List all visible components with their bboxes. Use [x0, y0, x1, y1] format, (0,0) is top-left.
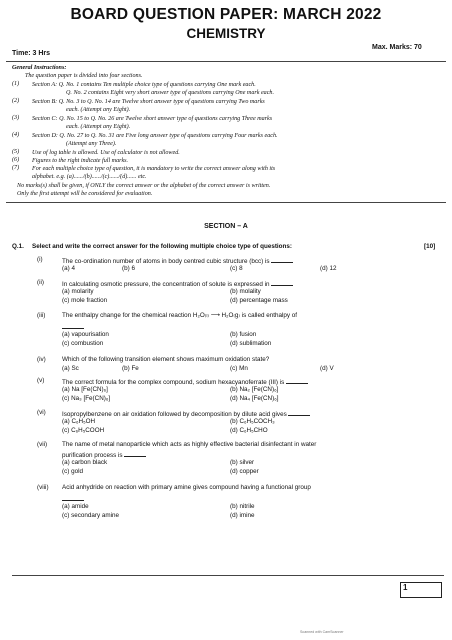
instruction-footer: No marks(s) shall be given, if ONLY the correct answer or the alphabet of the correct answer is written.: [17, 183, 271, 189]
answer-option: (d) imine: [230, 512, 255, 519]
answer-option: (b) Na₂ [Fe(CN)₆]: [230, 386, 279, 393]
sub-question-text: Acid anhydride on reaction with primary amine gives compound having a functional group: [62, 484, 311, 491]
answer-option: (a) Na [Fe(CN)₆]: [62, 386, 108, 393]
answer-option: (a) amide: [62, 503, 89, 510]
answer-option: (c) 8: [230, 265, 243, 272]
answer-option: (c) combustion: [62, 340, 104, 347]
max-marks-label: Max. Marks: 70: [372, 44, 422, 51]
question-marks: [10]: [424, 243, 436, 250]
sub-question-text: The correct formula for the complex compound, sodium hexacyanoferrate (III) is: [62, 377, 308, 387]
sub-question-text: Which of the following transition element shows maximum oxidation state?: [62, 356, 270, 363]
sub-question-number: (v): [37, 377, 45, 384]
question-number: Q.1.: [12, 243, 24, 250]
instruction-line: alphabet. e.g. (a)....../(b)....../(c)....../(d)...... etc.: [32, 174, 147, 180]
answer-option: (c) secondary amine: [62, 512, 120, 519]
answer-option: (d) sublimation: [230, 340, 272, 347]
instruction-line: Section D: Q. No. 27 to Q. No. 31 are Five long answer type of questions carrying Four marks each.: [32, 133, 278, 139]
sub-question-text: Isopropylbenzene on air oxidation followed by decomposition by dilute acid gives: [62, 409, 310, 419]
instruction-number: (7): [12, 165, 20, 171]
answer-option: (d) percentage mass: [230, 297, 288, 304]
answer-option: (a) Sc: [62, 365, 79, 372]
instruction-number: (5): [12, 149, 20, 155]
instruction-number: (2): [12, 98, 20, 104]
answer-option: (a) C₆H₅OH: [62, 418, 96, 425]
answer-option: (a) vapourisation: [62, 331, 109, 338]
instruction-number: (1): [12, 81, 20, 87]
answer-option: (c) gold: [62, 468, 83, 475]
answer-option: (d) 12: [320, 265, 337, 272]
subject-title: CHEMISTRY: [186, 26, 266, 41]
instruction-footer: Only the first attempt will be considered for evaluation.: [17, 191, 153, 197]
question-instruction: Select and write the correct answer for the following multiple choice type of questions:: [32, 243, 292, 250]
sub-question-text: In calculating osmotic pressure, the concentration of solute is expressed in: [62, 279, 293, 289]
sub-question-text: The name of metal nanoparticle which acts as highly effective bacterial disinfectant in water: [62, 441, 317, 448]
sub-question-number: (vii): [37, 441, 48, 448]
answer-option: (b) nitrile: [230, 503, 255, 510]
answer-option: (a) carbon black: [62, 459, 108, 466]
answer-option: (d) V: [320, 365, 334, 372]
sub-question-number: (ii): [37, 279, 44, 286]
answer-option: (d) C₆H₅CHO: [230, 427, 268, 434]
instruction-line: For each multiple choice type of question, it is mandatory to write the correct answer along with its: [32, 166, 276, 172]
sub-question-number: (vi): [37, 409, 46, 416]
answer-option: (a) molarity: [62, 288, 94, 295]
page-number: 1: [403, 583, 408, 592]
paper-title: BOARD QUESTION PAPER: MARCH 2022: [70, 6, 382, 23]
answer-option: (b) molality: [230, 288, 261, 295]
instruction-line: each. (Attempt any Eight).: [66, 124, 131, 130]
answer-option: (b) fusion: [230, 331, 257, 338]
footer-divider: [12, 575, 444, 576]
instruction-line: Section B: Q. No. 3 to Q. No. 14 are Twelve short answer type of questions carrying Two marks: [32, 99, 265, 105]
instruction-line: Section C: Q. No. 15 to Q. No. 26 are Twelve short answer type of questions carrying Three marks: [32, 116, 273, 122]
sub-question-number: (viii): [37, 484, 49, 491]
time-label: Time: 3 Hrs: [12, 50, 50, 57]
sub-question-text-cont: purification process is: [62, 450, 146, 460]
instruction-line: (Attempt any Three).: [66, 141, 117, 147]
answer-option: (d) Na₄ [Fe(CN)₆]: [230, 395, 279, 402]
answer-option: (c) Na₃ [Fe(CN)₆]: [62, 395, 111, 402]
answer-option: (c) Mn: [230, 365, 248, 372]
instructions-heading: General Instructions:: [12, 65, 67, 71]
answer-option: (a) 4: [62, 265, 75, 272]
instruction-line: Q. No. 2 contains Eight very short answer type of questions carrying One mark each.: [66, 90, 275, 96]
instruction-line: each. (Attempt any Eight).: [66, 107, 131, 113]
answer-option: (b) C₆H₅COCH₃: [230, 418, 275, 425]
instruction-number: (4): [12, 132, 20, 138]
instruction-line: Section A: Q. No. 1 contains Ten multiple choice type of questions carrying One mark each.: [32, 82, 256, 88]
instructions-intro: The question paper is divided into four sections.: [25, 73, 143, 79]
instruction-line: Figures to the right indicate full marks.: [32, 158, 129, 164]
sub-question-number: (iv): [37, 356, 46, 363]
sub-question-number: (iii): [37, 312, 46, 319]
instruction-number: (3): [12, 115, 20, 121]
section-title: SECTION – A: [204, 223, 248, 230]
answer-option: (c) C₆H₅COOH: [62, 427, 105, 434]
sub-question-number: (i): [37, 256, 43, 263]
instruction-line: Use of log table is allowed. Use of calculator is not allowed.: [32, 150, 180, 156]
answer-option: (c) mole fraction: [62, 297, 108, 304]
scanner-watermark: Scanned with CamScanner: [300, 630, 344, 634]
header-divider: [6, 61, 446, 62]
answer-option: (b) 6: [122, 265, 135, 272]
sub-question-text: The enthalpy change for the chemical reaction H₂O₍ₗ₎ ⟶ H₂O₍g₎ is called enthalpy of: [62, 312, 298, 319]
answer-option: (b) silver: [230, 459, 255, 466]
answer-option: (b) Fe: [122, 365, 139, 372]
instruction-number: (6): [12, 157, 20, 163]
answer-option: (d) copper: [230, 468, 259, 475]
instructions-divider: [6, 202, 446, 203]
sub-question-text: The co-ordination number of atoms in body centred cubic structure (bcc) is: [62, 256, 293, 266]
